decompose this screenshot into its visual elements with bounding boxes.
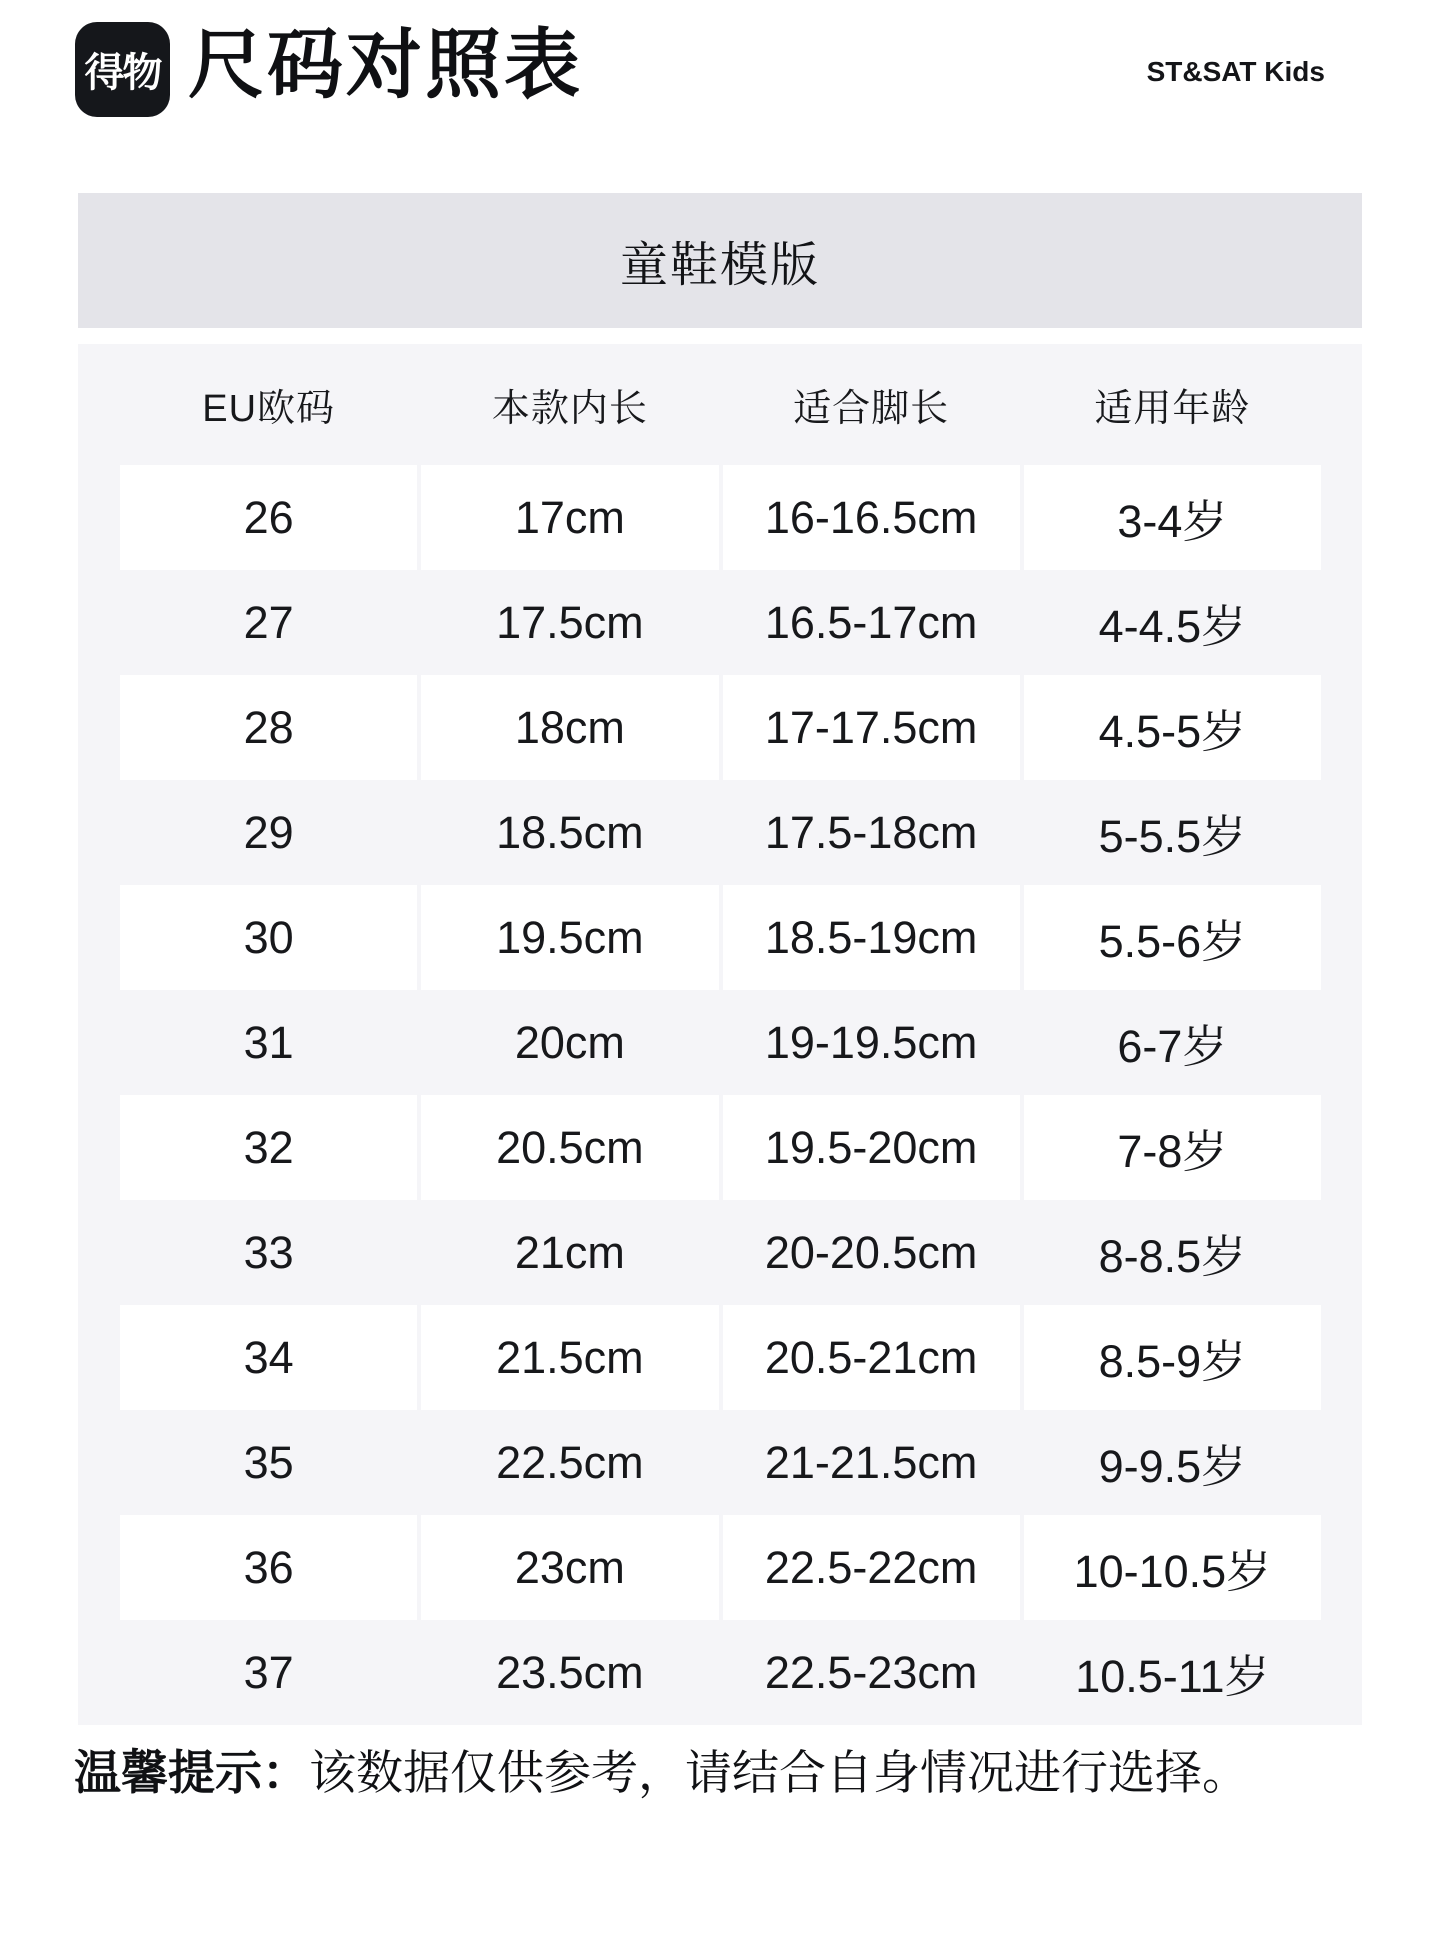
table-cell: 7-8岁: [1024, 1095, 1321, 1200]
table-cell: 26: [120, 465, 417, 570]
table-cell: 17.5-18cm: [764, 806, 978, 858]
table-row: [120, 990, 1321, 1095]
table-cell: 6-7岁: [1117, 1021, 1228, 1072]
table-cell: 22.5cm: [496, 1436, 644, 1488]
table-row: [120, 1200, 1321, 1305]
dewu-logo: [75, 22, 170, 117]
dewu-logo-text: 得物: [84, 51, 161, 95]
table-cell: 8-8.5岁: [1098, 1231, 1247, 1282]
table-row: [120, 1305, 1321, 1410]
table-cell: 19.5-20cm: [723, 1095, 1020, 1200]
table-cell: 5.5-6岁: [1024, 885, 1321, 990]
table-cell: 16-16.5cm: [723, 465, 1020, 570]
table-cell: 21.5cm: [421, 1305, 718, 1410]
table-cell: 19.5cm: [421, 885, 718, 990]
table-cell: 10.5-11岁: [1075, 1651, 1270, 1702]
footer-tip-label: 温馨提示：: [74, 1746, 309, 1799]
table-cell: 3-4岁: [1024, 465, 1321, 570]
table-row: [120, 780, 1321, 885]
table-cell: 4.5-5岁: [1024, 675, 1321, 780]
table-cell: 4-4.5岁: [1098, 601, 1247, 652]
table-cell: 5-5.5岁: [1098, 811, 1247, 862]
table-cell: 28: [120, 675, 417, 780]
table-cell: 17.5cm: [496, 596, 644, 648]
table-cell: 18.5-19cm: [723, 885, 1020, 990]
table-row: [120, 465, 1321, 570]
column-header-age-range: 适用年龄: [1094, 388, 1251, 430]
size-table-header: [120, 344, 1321, 465]
table-cell: 32: [120, 1095, 417, 1200]
table-cell: 31: [243, 1016, 294, 1068]
table-cell: 30: [120, 885, 417, 990]
table-cell: 37: [243, 1646, 294, 1698]
table-cell: 34: [120, 1305, 417, 1410]
table-row: [120, 570, 1321, 675]
table-cell: 22.5-22cm: [723, 1515, 1020, 1620]
table-cell: 29: [243, 806, 294, 858]
template-banner-title: 童鞋模版: [619, 239, 820, 292]
table-row: [120, 885, 1321, 990]
table-cell: 21-21.5cm: [764, 1436, 978, 1488]
table-cell: 36: [120, 1515, 417, 1620]
table-cell: 20.5-21cm: [723, 1305, 1020, 1410]
table-cell: 10-10.5岁: [1024, 1515, 1321, 1620]
table-cell: 20.5cm: [421, 1095, 718, 1200]
size-table-body: [120, 465, 1321, 1725]
table-cell: 20-20.5cm: [764, 1226, 978, 1278]
table-cell: 21cm: [514, 1226, 625, 1278]
table-cell: 23.5cm: [496, 1646, 644, 1698]
table-cell: 27: [243, 596, 294, 648]
table-cell: 9-9.5岁: [1098, 1441, 1247, 1492]
column-header-foot-length: 适合脚长: [793, 388, 950, 430]
table-cell: 17cm: [421, 465, 718, 570]
template-banner: [78, 193, 1362, 328]
page-title: 尺码对照表: [188, 23, 583, 108]
table-cell: 23cm: [421, 1515, 718, 1620]
footer-tip: [74, 1744, 1249, 1803]
table-cell: 35: [243, 1436, 294, 1488]
column-header-insole-length: 本款内长: [491, 388, 648, 430]
table-cell: 18cm: [421, 675, 718, 780]
table-cell: 17-17.5cm: [723, 675, 1020, 780]
table-row: [120, 675, 1321, 780]
table-row: [120, 1410, 1321, 1515]
table-cell: 22.5-23cm: [764, 1646, 978, 1698]
footer-tip-text: 该数据仅供参考，请结合自身情况进行选择。: [309, 1746, 1249, 1799]
table-row: [120, 1515, 1321, 1620]
table-row: [120, 1620, 1321, 1725]
table-row: [120, 1095, 1321, 1200]
brand-name: ST&SAT Kids: [1146, 56, 1325, 87]
table-cell: 8.5-9岁: [1024, 1305, 1321, 1410]
column-header-eu-size: EU欧码: [202, 388, 336, 430]
table-cell: 20cm: [514, 1016, 625, 1068]
table-cell: 18.5cm: [496, 806, 644, 858]
size-chart-card: [78, 344, 1362, 1725]
table-cell: 33: [243, 1226, 294, 1278]
table-cell: 19-19.5cm: [764, 1016, 978, 1068]
table-cell: 16.5-17cm: [764, 596, 978, 648]
